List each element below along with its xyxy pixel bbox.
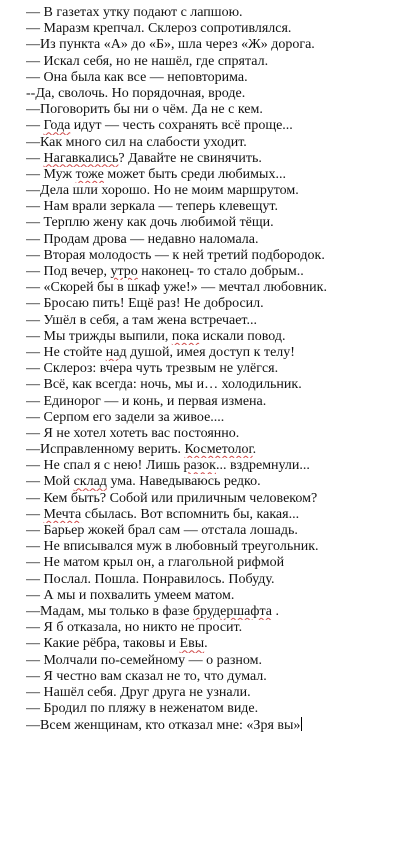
text-line[interactable]: — В газетах утку подают с лапшою. <box>26 5 243 20</box>
spellcheck-word: тоже <box>75 166 104 182</box>
text-line[interactable]: — Не спал я с нею! Лишь разок... вздремнули... <box>26 458 310 474</box>
text-line[interactable]: — Единорог — и конь, и первая измена. <box>26 393 267 409</box>
text-line[interactable]: — Барьер жокей брал сам — отстала лошадь. <box>26 523 298 538</box>
spellcheck-word: Косметолог <box>184 442 253 458</box>
text-line[interactable]: — Я честно вам сказал не то, что думал. <box>26 668 267 684</box>
spellcheck-word: Мечта <box>43 506 82 522</box>
text-line[interactable]: — А мы и похвалить умеем матом. <box>26 587 235 603</box>
text-line[interactable]: — Ушёл в себя, а там жена встречает... <box>26 312 257 328</box>
text-line[interactable]: — Бродил по пляжу в неженатом виде. <box>26 701 259 717</box>
spellcheck-word: пока <box>171 328 200 344</box>
text-line[interactable]: — Мы трижды выпили, пока искали повод. <box>26 328 286 344</box>
spellcheck-word: над <box>105 344 127 360</box>
spellcheck-word: склад <box>73 474 107 490</box>
text-line[interactable]: — Нам врали зеркала — теперь клевещут. <box>26 199 278 215</box>
text-line[interactable]: — Я б отказала, но никто не просит. <box>26 620 243 636</box>
document-body[interactable] <box>0 5 403 733</box>
text-line[interactable]: —Поговорить бы ни о чём. Да не с кем. <box>26 102 263 118</box>
text-line[interactable]: — Года идут — честь сохранять всё проще... <box>26 118 293 134</box>
text-line[interactable]: — Кем быть? Собой или приличным человеком? <box>26 490 318 506</box>
text-line[interactable]: — Маразм крепчал. Склероз сопротивлялся. <box>26 21 292 37</box>
text-cursor <box>301 717 302 731</box>
text-line[interactable]: — Она была как все — неповторима. <box>26 69 248 85</box>
spellcheck-word: Евы <box>179 636 205 652</box>
text-line[interactable]: — Не стойте над душой, имея доступ к телу! <box>26 344 295 360</box>
spellcheck-word: Нагавкались <box>43 150 119 166</box>
text-line[interactable]: — Вторая молодость — к ней третий подбородок. <box>26 247 325 263</box>
text-line[interactable]: — Бросаю пить! Ещё раз! Не добросил. <box>26 296 264 312</box>
text-line[interactable]: — Не вписывался муж в любовный треугольник. <box>26 539 319 555</box>
text-line[interactable]: —Мадам, мы только в фазе брудершафта . <box>26 603 279 619</box>
text-line[interactable]: —Как много сил на слабости уходит. <box>26 134 247 150</box>
spellcheck-word: утро <box>110 264 138 279</box>
text-line[interactable]: — Склероз: вчера чуть трезвым не улёгся. <box>26 361 279 377</box>
text-line[interactable]: — Мечта сбылась. Вот вспомнить бы, какая... <box>26 506 300 522</box>
text-line[interactable]: — Серпом его задели за живое.... <box>26 409 225 425</box>
text-line[interactable]: — Послал. Пошла. Понравилось. Побуду. <box>26 571 275 587</box>
text-line[interactable]: — Терплю жену как дочь любимой тёщи. <box>26 215 274 231</box>
text-line[interactable]: — Молчали по-семейному — о разном. <box>26 652 262 668</box>
text-line[interactable]: --Да, сволочь. Но порядочная, вроде. <box>26 85 246 101</box>
spellcheck-word: Года <box>43 118 71 134</box>
text-line[interactable]: — Под вечер, утро наконец- то стало добрым.. <box>26 264 304 279</box>
text-line[interactable]: —Из пункта «А» до «Б», шла через «Ж» дорога. <box>26 37 315 53</box>
text-line[interactable]: — Не матом крыл он, а глагольной рифмой <box>26 555 285 571</box>
text-line[interactable]: — Нагавкались? Давайте не свинячить. <box>26 150 262 166</box>
text-line[interactable]: — Я не хотел хотеть вас постоянно. <box>26 425 240 441</box>
text-line[interactable]: — Какие рёбра, таковы и Евы. <box>26 636 208 652</box>
text-line[interactable]: —Дела шли хорошо. Но не моим маршрутом. <box>26 183 299 199</box>
text-line[interactable]: —Исправленному верить. Косметолог. <box>26 442 257 458</box>
text-line[interactable]: — Муж тоже может быть среди любимых... <box>26 166 286 182</box>
spellcheck-word: разок <box>183 458 216 474</box>
text-line[interactable]: — «Скорей бы в шкаф уже!» — мечтал любовник. <box>26 280 327 296</box>
text-line[interactable]: — Всё, как всегда: ночь, мы и… холодильник. <box>26 377 302 393</box>
text-line[interactable]: — Искал себя, но не нашёл, где спрятал. <box>26 53 269 69</box>
text-line[interactable]: — Продам дрова — недавно наломала. <box>26 231 259 247</box>
text-line[interactable]: — Мой склад ума. Наведываюсь редко. <box>26 474 261 490</box>
text-line[interactable]: —Всем женщинам, кто отказал мне: «Зря вы» <box>26 718 301 734</box>
text-line[interactable]: — Нашёл себя. Друг друга не узнали. <box>26 684 251 700</box>
spellcheck-word: брудершафта <box>192 603 272 619</box>
